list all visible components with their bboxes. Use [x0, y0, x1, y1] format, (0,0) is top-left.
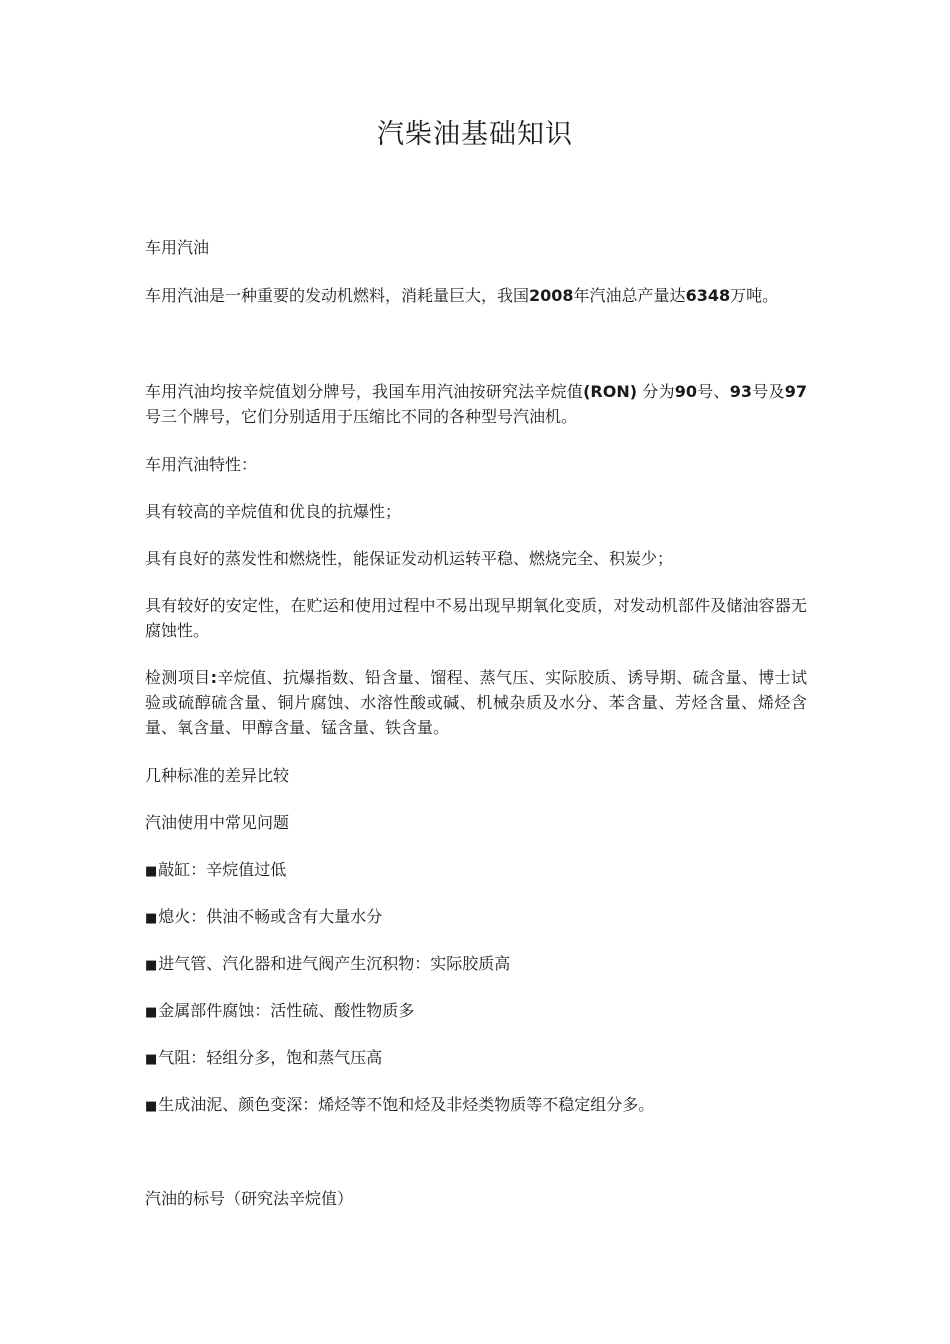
property-item: 具有较好的安定性，在贮运和使用过程中不易出现早期氧化变质，对发动机部件及储油容器无腐蚀性。 [145, 596, 807, 640]
paragraph-text: 号三个牌号，它们分别适用于压缩比不同的各种型号汽油机。 [145, 407, 578, 426]
problem-text: 气阻：轻组分多，饱和蒸气压高 [158, 1048, 383, 1067]
square-bullet-icon: ■ [145, 864, 158, 879]
problem-item [145, 1092, 807, 1119]
square-bullet-icon: ■ [145, 911, 158, 926]
test-items-text: 辛烷值、抗爆指数、铅含量、馏程、蒸气压、实际胶质、诱导期、硫含量、博士试验或硫醇硫含量、铜片腐蚀、水溶性酸或碱、机械杂质及水分、苯含量、芳烃含量、烯烃含量、氧含量、甲醇含量、锰含量、铁含量。 [145, 668, 807, 737]
problem-text: 敲缸：辛烷值过低 [158, 860, 287, 879]
section-heading-properties: 车用汽油特性： [145, 455, 258, 474]
document-title: 汽柴油基础知识 [377, 119, 573, 150]
paragraph-text: 车用汽油均按辛烷值划分牌号，我国车用汽油按研究法辛烷值 [145, 382, 584, 401]
test-items-label: 检测项目 [145, 668, 211, 687]
property-item: 具有较高的辛烷值和优良的抗爆性； [145, 502, 402, 521]
problem-item [145, 857, 807, 884]
property-item: 具有良好的蒸发性和燃烧性，能保证发动机运转平稳、燃烧完全、积炭少； [145, 549, 674, 568]
paragraph-production [145, 283, 807, 308]
production-value: 6348 [685, 286, 731, 305]
year-value: 2008 [529, 286, 574, 305]
problem-text: 进气管、汽化器和进气阀产生沉积物：实际胶质高 [158, 954, 511, 973]
test-items-colon: : [210, 668, 217, 687]
section-heading-grade: 汽油的标号（研究法辛烷值） [145, 1189, 354, 1208]
problem-item [145, 951, 807, 978]
paragraph-text: 车用汽油是一种重要的发动机燃料，消耗量巨大，我国 [145, 286, 530, 305]
paragraph-text: 号、 [697, 382, 730, 401]
problem-text: 生成油泥、颜色变深：烯烃等不饱和烃及非烃类物质等不稳定组分多。 [158, 1095, 655, 1114]
paragraph-test-items [145, 665, 807, 740]
paragraph-text: 年汽油总产量达 [573, 286, 686, 305]
problem-item [145, 904, 807, 931]
problem-text: 熄火：供油不畅或含有大量水分 [158, 907, 383, 926]
square-bullet-icon: ■ [145, 1052, 158, 1067]
section-heading-gasoline: 车用汽油 [145, 238, 210, 257]
grade-97: 97 [784, 382, 807, 401]
grade-90: 90 [674, 382, 698, 401]
paragraph-grades [145, 379, 807, 429]
paragraph-text: 分为 [642, 382, 675, 401]
section-heading-problems: 汽油使用中常见问题 [145, 813, 290, 832]
ron-label: (RON) [583, 382, 638, 401]
section-heading-standards: 几种标准的差异比较 [145, 766, 290, 785]
problem-item [145, 998, 807, 1025]
problem-item [145, 1045, 807, 1072]
square-bullet-icon: ■ [145, 958, 158, 973]
square-bullet-icon: ■ [145, 1005, 158, 1020]
problem-text: 金属部件腐蚀：活性硫、酸性物质多 [158, 1001, 415, 1020]
paragraph-text: 万吨。 [730, 286, 779, 305]
square-bullet-icon: ■ [145, 1099, 158, 1114]
paragraph-text: 号及 [752, 382, 785, 401]
grade-93: 93 [729, 382, 753, 401]
